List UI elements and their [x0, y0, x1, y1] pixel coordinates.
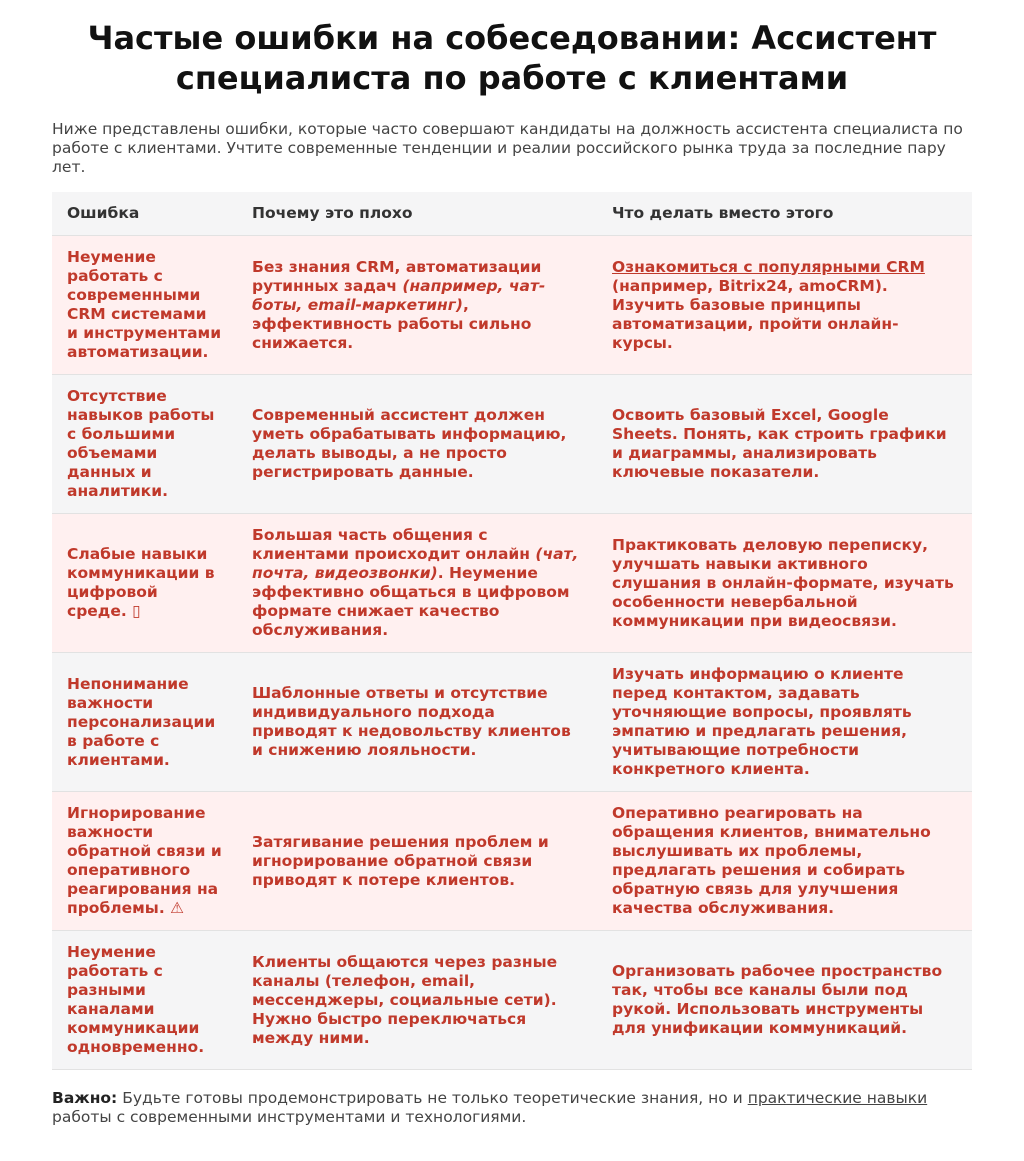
- why-text: . Неумение эффективно общаться в цифровом формате снижает качество обслуживания.: [252, 564, 570, 639]
- why-example: (например, чат-боты, email-маркетинг): [252, 276, 546, 314]
- table-row: [52, 375, 972, 514]
- important-note: [52, 1089, 972, 1127]
- why-cell: [237, 514, 597, 653]
- why-cell: Шаблонные ответы и отсутствие индивидуального подхода приводят к недовольству клиентов и снижению лояльности.: [237, 653, 597, 792]
- crm-link[interactable]: Ознакомиться с популярными CRM: [612, 257, 925, 276]
- fix-cell: Изучать информацию о клиенте перед контактом, задавать уточняющие вопросы, проявлять эмпатию и предлагать решения, учитывающие потребности конкретного клиента.: [597, 653, 972, 792]
- fix-cell: Практиковать деловую переписку, улучшать навыки активного слушания в онлайн-формате, изучать особенности невербальной коммуникации при видеосвязи.: [597, 514, 972, 653]
- fix-cell: Оперативно реагировать на обращения клиентов, внимательно выслушивать их проблемы, предлагать решения и собирать обратную связь для улучшения качества обслуживания.: [597, 792, 972, 931]
- mistake-cell: Неумение работать с разными каналами коммуникации одновременно.: [52, 931, 237, 1070]
- header-mistake: Ошибка: [52, 192, 237, 236]
- why-example: (чат, почта, видеозвонки): [252, 545, 579, 582]
- table-header-row: [52, 192, 972, 236]
- why-cell: Клиенты общаются через разные каналы (телефон, email, мессенджеры, социальные сети). Нужно быстро переключаться между ними.: [237, 931, 597, 1070]
- practical-skills-link[interactable]: практические навыки: [747, 1089, 928, 1107]
- important-label: Важно:: [52, 1089, 118, 1107]
- fix-cell: Освоить базовый Excel, Google Sheets. Понять, как строить графики и диаграммы, анализировать ключевые показатели.: [597, 375, 972, 514]
- page-title: Частые ошибки на собеседовании: Ассистент специалиста по работе с клиентами: [87, 19, 937, 97]
- fix-cell: [597, 236, 972, 375]
- mistakes-table: [52, 192, 972, 1070]
- table-row: [52, 792, 972, 931]
- table-row: [52, 653, 972, 792]
- why-text: , эффективность работы сильно снижается.: [252, 295, 532, 352]
- header-why-bad: Почему это плохо: [237, 192, 597, 236]
- header-what-to-do: Что делать вместо этого: [597, 192, 972, 236]
- table-row: [52, 931, 972, 1070]
- mistake-cell: Слабые навыки коммуникации в цифровой среде. ▯: [52, 514, 237, 653]
- why-text: Без знания CRM, автоматизации рутинных задач: [252, 257, 542, 295]
- why-cell: [237, 236, 597, 375]
- mistake-cell: Игнорирование важности обратной связи и оперативного реагирования на проблемы. ⚠: [52, 792, 237, 931]
- fix-text: (например, Bitrix24, amoCRM). Изучить базовые принципы автоматизации, пройти онлайн-курсы.: [612, 276, 899, 352]
- note-text: работы с современными инструментами и технологиями.: [52, 1108, 527, 1126]
- mistake-cell: Неумение работать с современными CRM системами и инструментами автоматизации.: [52, 236, 237, 375]
- mistake-cell: Отсутствие навыков работы с большими объемами данных и аналитики.: [52, 375, 237, 514]
- why-text: Большая часть общения с клиентами происходит онлайн: [252, 526, 536, 563]
- note-text: Будьте готовы продемонстрировать не только теоретические знания, но и: [117, 1089, 748, 1107]
- mistake-cell: Непонимание важности персонализации в работе с клиентами.: [52, 653, 237, 792]
- why-cell: Современный ассистент должен уметь обрабатывать информацию, делать выводы, а не просто регистрировать данные.: [237, 375, 597, 514]
- why-cell: Затягивание решения проблем и игнорирование обратной связи приводят к потере клиентов.: [237, 792, 597, 931]
- table-row: [52, 514, 972, 653]
- table-row: [52, 236, 972, 375]
- fix-cell: Организовать рабочее пространство так, чтобы все каналы были под рукой. Использовать инструменты для унификации коммуникаций.: [597, 931, 972, 1070]
- intro-text: Ниже представлены ошибки, которые часто совершают кандидаты на должность ассистента специалиста по работе с клиентами. Учтите современные тенденции и реалии российского рынка труда за последние пару лет.: [52, 120, 963, 176]
